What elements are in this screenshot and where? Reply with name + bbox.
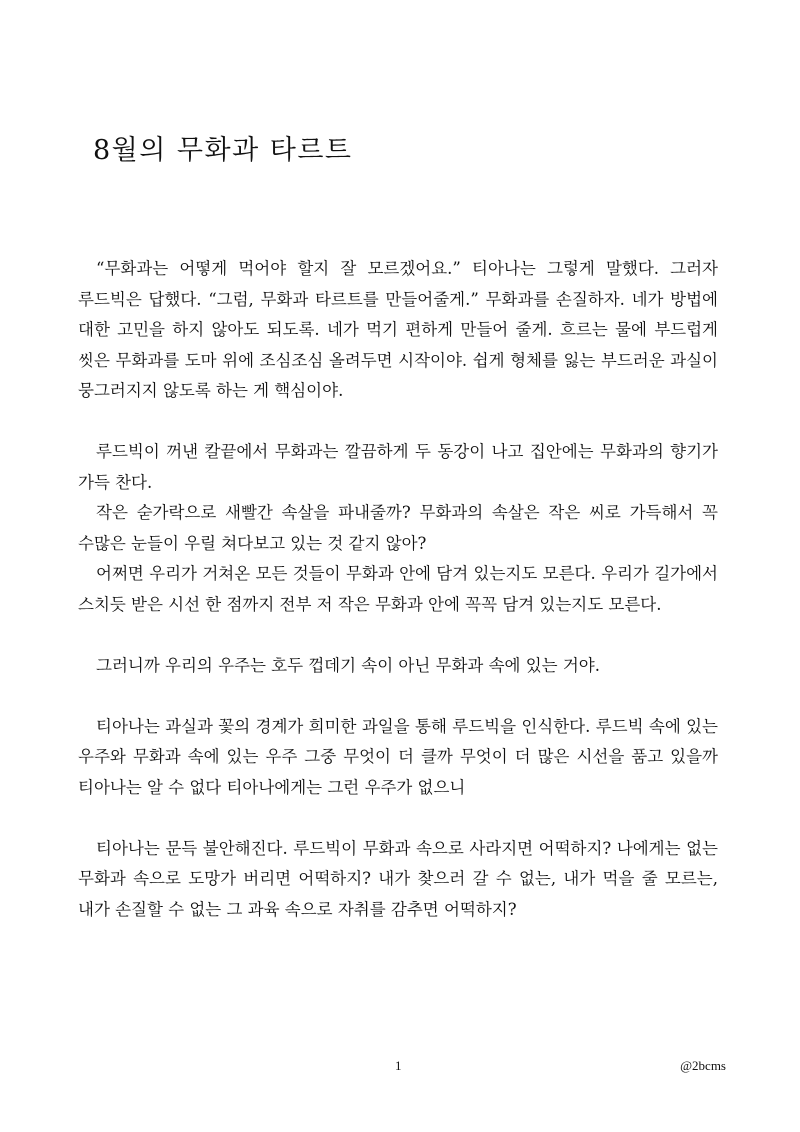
body-text <box>78 254 718 925</box>
author-credit: @2bcms <box>680 1058 726 1073</box>
paragraph: “무화과는 어떻게 먹어야 할지 잘 모르겠어요.” 티아나는 그렇게 말했다. 그러자 루드빅은 답했다. “그럼, 무화과 타르트를 만들어줄게.” 무화과를 손질하자. 네가 방법에 대한 고민을 하지 않아도 되도록. 네가 먹기 편하게 만들어 줄게. 흐르는 물에 부드럽게 씻은 무화과를 도마 위에 조심조심 올려두면 시작이야. 쉽게 형체를 잃는 부드러운 과실이 뭉그러지지 않도록 하는 게 핵심이야. <box>78 259 718 400</box>
page-number: 1 <box>395 1058 402 1073</box>
paragraph: 루드빅이 꺼낸 칼끝에서 무화과는 깔끔하게 두 동강이 나고 집안에는 무화과의 향기가 가득 찬다. <box>78 442 718 492</box>
paragraph: 티아나는 문득 불안해진다. 루드빅이 무화과 속으로 사라지면 어떡하지? 나에게는 없는 무화과 속으로 도망가 버리면 어떡하지? 내가 찾으러 갈 수 없는, 내가 먹을 줄 모르는, 내가 손질할 수 없는 그 과육 속으로 자취를 감추면 어떡하지? <box>78 838 718 919</box>
paragraph: 작은 숟가락으로 새빨간 속살을 파내줄까? 무화과의 속살은 작은 씨로 가득해서 꼭 수많은 눈들이 우릴 쳐다보고 있는 것 같지 않아? <box>78 503 718 553</box>
page-title: 8월의 무화과 타르트 <box>93 135 353 166</box>
paragraph: 어쩌면 우리가 거쳐온 모든 것들이 무화과 안에 담겨 있는지도 모른다. 우리가 길가에서 스치듯 받은 시선 한 점까지 전부 저 작은 무화과 안에 꼭꼭 담겨 있는지도 모른다. <box>78 564 718 614</box>
paragraph: 그러니까 우리의 우주는 호두 껍데기 속이 아닌 무화과 속에 있는 거야. <box>96 655 600 675</box>
paragraph: 티아나는 과실과 꽃의 경계가 희미한 과일을 통해 루드빅을 인식한다. 루드빅 속에 있는 우주와 무화과 속에 있는 우주 그중 무엇이 더 클까 무엇이 더 많은 시선을 품고 있을까 티아나는 알 수 없다 티아나에게는 그런 우주가 없으니 <box>78 716 718 797</box>
